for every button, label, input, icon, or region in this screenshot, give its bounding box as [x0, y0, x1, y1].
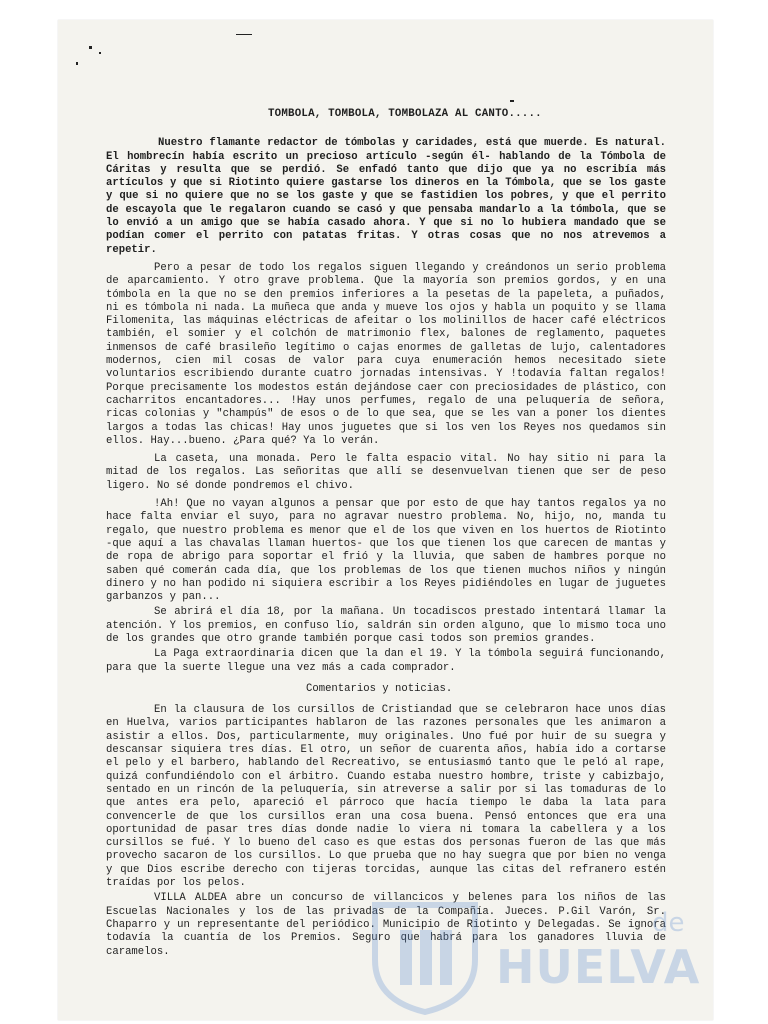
paragraph-intro: Nuestro flamante redactor de tómbolas y caridades, está que muerde. Es natural. El hombrecín había escrito un precioso artículo -según él- hablando de la Tómbola de Cáritas y resulta que se perdió. Se enfadó tanto que dijo que ya no escribía más artículos y que si Riotinto quiere gastarse los dineros en la Tómbola, que se los gaste y que si no quiere que no se los gaste y que se fastidien los pobres, y que el perrito de escayola que le regalaron cuando se casó y que pensaba mandarlo a la tómbola, que se lo envió a un amigo que se había casado ahora. Y que si no lo hubiera mandado que se podían comer el perrito con patatas fritas. Y otras cosas que no nos atrevemos a repetir.	[106, 137, 666, 256]
watermark-name: HUELVA	[496, 940, 701, 994]
paragraph-regalos: Pero a pesar de todo los regalos siguen llegando y creándonos un serio problema de aparcamiento. Y otro grave problema. Que la mayoría son premios gordos, y en una tómbola en la que no se den premios inferiores a la pesetas de la papeleta, a puñados, ni es tómbola ni nada. La muñeca que anda y mueve los ojos y habla un poquito y se llama Filomenita, las máquinas eléctricas de afeitar o los molinillos de hacer café eléctricos también, el somier y el colchón de matrimonio flex, balones de reglamento, paquetes inmensos de café brasileño legítimo o cajas enormes de galletas de lujo, calentadores modernos, cien mil cosas de valor para cuya enumeración hemos necesitado siete voluntarios escribiendo durante cuatro jornadas intensivas. Y !todavía faltan regalos! Porque precisamente los modestos están dejándose caer con preciosidades de plástico, con cacharritos encantadores... !Hay unos perfumes, regalo de una peluquería de señora, ricas colonias y "champús" de esos o de lo que sea, que se les van a poner los dientes largos a todas las chicas! Hay unos juguetes que si los ven los Reyes nos quedamos sin ellos. Hay...bueno. ¿Para qué? Ya lo verán.	[106, 261, 666, 447]
paragraph-cursillos: En la clausura de los cursillos de Cristiandad que se celebraron hace unos días en Huelva, varios participantes hablaron de las razones personales que les animaron a asistir a ellos. Dos, particularmente, muy originales. Uno fué por huir de su suegra y descansar siquiera tres días. El otro, un señor de cuarenta años, había ido a cortarse el pelo y el barbero, hablando del Recreativo, se entusiasmó tanto que le peló al rape, quizá confundiéndolo con el árbitro. Cuando estaba nuestro hombre, triste y cabizbajo, sentado en un rincón de la peluquería, sin atreverse a salir por si las tomaduras de lo que antes era pelo, apareció el párroco que hacía tiempo le daba la lata para convencerle de que los cursillos eran una cosa buena. Pensó entonces que era una oportunidad de pasar tres días donde nadie lo viera ni tomara la cabellera y a los cursillos se fué. Y lo bueno del caso es que estas dos personas fueron de las que más provecho sacaron de los cursillos. Lo que prueba que no hay suegra que por bien no venga y que Dios escribe derecho con tijeras torcidas, aunque las citas del refranero estén traídas por los pelos.	[106, 704, 666, 890]
paragraph-aviso: !Ah! Que no vayan algunos a pensar que por esto de que hay tantos regalos ya no hace falta enviar el suyo, para no agravar nuestro problema. No, hijo, no, manda tu regalo, que nuestro problema es menor que el de los que viven en los huertos de Riotinto -que aquí a las chavalas llaman huertos- que los que tienen los que carecen de mantas y de ropa de abrigo para soportar el frió y la lluvia, que saben de hambres porque no saben qué comerán cada día, que los problemas de los que tienen muchos niños y ningún dinero y no han podido ni siquiera escribir a los Reyes pidiéndoles en lugar de juguetes garbanzos y pan...	[106, 498, 666, 604]
watermark-prefix: de	[652, 908, 685, 938]
paragraph-paga: La Paga extraordinaria dicen que la dan el 19. Y la tómbola seguirá funcionando, para que la suerte llegue una vez más a cada comprador.	[106, 648, 666, 674]
ink-speck	[99, 52, 101, 54]
document-body	[106, 108, 666, 964]
archive-watermark	[360, 900, 700, 1015]
ink-speck	[510, 100, 514, 102]
paragraph-caseta: La caseta, una monada. Pero le falta espacio vital. No hay sitio ni para la mitad de los regalos. Las señoritas que allí se desenvuelvan tienen que ser de peso ligero. No sé donde pondremos el chivo.	[106, 453, 666, 492]
section-subheading: Comentarios y noticias.	[306, 682, 453, 695]
ink-speck	[89, 46, 92, 49]
paragraph-apertura: Se abrirá el día 18, por la mañana. Un tocadiscos prestado intentará llamar la atención. Y los premios, en confuso lío, saldrán sin orden alguno, que lo mismo toca uno de los grandes que otro grande también porque casi todos son premios grandes.	[106, 606, 666, 645]
document-title: TOMBOLA, TOMBOLA, TOMBOLAZA AL CANTO.....	[268, 108, 542, 120]
shield-icon	[360, 900, 490, 1015]
ink-speck	[236, 34, 252, 35]
ink-speck	[76, 62, 78, 65]
paragraph-villa-aldea: VILLA ALDEA abre un concurso de villancicos y belenes para los niños de las Escuelas Nacionales y los de las privadas de la Compañía. Jueces. P.Gil Varón, Sr. Chaparro y un representante del periódico. Municipio de Riotinto y Delegadas. Se ignora todavía la cuantía de los Premios. Seguro que habrá para los ganadores lluvia de caramelos.	[106, 892, 666, 958]
